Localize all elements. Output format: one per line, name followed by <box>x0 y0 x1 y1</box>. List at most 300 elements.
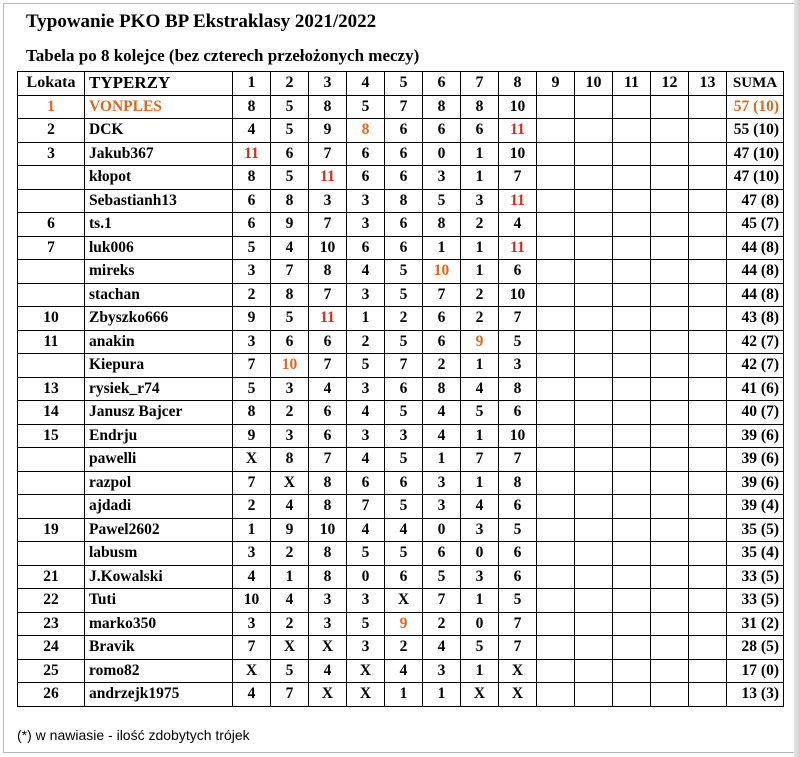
round-score-cell: 1 <box>423 683 461 707</box>
round-score-cell <box>613 612 651 636</box>
round-score-cell: 1 <box>461 424 499 448</box>
round-score-cell: 3 <box>271 424 309 448</box>
round-score-cell: 4 <box>309 377 347 401</box>
round-score-cell: 6 <box>385 213 423 237</box>
round-score-cell <box>537 518 575 542</box>
round-score-cell <box>651 424 689 448</box>
round-score-cell: 6 <box>271 330 309 354</box>
round-score-cell: 3 <box>347 589 385 613</box>
round-score-cell <box>537 330 575 354</box>
round-score-cell: X <box>347 683 385 707</box>
player-name-cell: Zbyszko666 <box>85 307 233 331</box>
round-score-cell <box>613 142 651 166</box>
round-score-cell: 3 <box>385 424 423 448</box>
round-score-cell <box>689 683 727 707</box>
round-score-cell: 2 <box>461 307 499 331</box>
table-row <box>18 189 784 213</box>
total-score-cell: 41 (6) <box>727 377 784 401</box>
player-name-cell: Kiepura <box>85 354 233 378</box>
header-round-8: 8 <box>499 72 537 96</box>
round-score-cell <box>537 354 575 378</box>
round-score-cell: 6 <box>461 119 499 143</box>
round-score-cell: 7 <box>423 283 461 307</box>
round-score-cell <box>651 542 689 566</box>
player-name-cell: pawelli <box>85 448 233 472</box>
round-score-cell <box>537 166 575 190</box>
round-score-cell: 4 <box>385 659 423 683</box>
round-score-cell <box>537 542 575 566</box>
rank-cell <box>18 448 85 472</box>
round-score-cell: 2 <box>461 283 499 307</box>
round-score-cell: 3 <box>461 518 499 542</box>
rank-cell: 2 <box>18 119 85 143</box>
round-score-cell <box>651 471 689 495</box>
round-score-cell: 5 <box>271 119 309 143</box>
rank-cell: 19 <box>18 518 85 542</box>
round-score-cell <box>537 659 575 683</box>
round-score-cell: 5 <box>271 307 309 331</box>
round-score-cell: 4 <box>271 495 309 519</box>
total-score-cell: 57 (10) <box>727 95 784 119</box>
table-row <box>18 260 784 284</box>
round-score-cell <box>613 401 651 425</box>
round-score-cell <box>651 330 689 354</box>
header-round-6: 6 <box>423 72 461 96</box>
table-row <box>18 236 784 260</box>
round-score-cell: 1 <box>461 236 499 260</box>
round-score-cell: 1 <box>423 448 461 472</box>
round-score-cell: 9 <box>461 330 499 354</box>
table-header-row <box>18 72 784 96</box>
round-score-cell <box>537 307 575 331</box>
round-score-cell: 10 <box>499 424 537 448</box>
round-score-cell <box>575 260 613 284</box>
round-score-cell: 8 <box>423 213 461 237</box>
round-score-cell: 8 <box>499 377 537 401</box>
player-name-cell: Janusz Bajcer <box>85 401 233 425</box>
round-score-cell <box>613 589 651 613</box>
round-score-cell <box>537 495 575 519</box>
player-name-cell: romo82 <box>85 659 233 683</box>
round-score-cell: 7 <box>309 142 347 166</box>
round-score-cell: 8 <box>309 542 347 566</box>
player-name-cell: luk006 <box>85 236 233 260</box>
round-score-cell <box>651 448 689 472</box>
total-score-cell: 35 (4) <box>727 542 784 566</box>
round-score-cell: 1 <box>461 589 499 613</box>
round-score-cell: 0 <box>423 142 461 166</box>
round-score-cell: 3 <box>347 424 385 448</box>
player-name-cell: stachan <box>85 283 233 307</box>
round-score-cell <box>575 401 613 425</box>
round-score-cell: 5 <box>271 659 309 683</box>
round-score-cell <box>537 236 575 260</box>
round-score-cell: 4 <box>385 518 423 542</box>
round-score-cell <box>651 189 689 213</box>
round-score-cell <box>575 565 613 589</box>
round-score-cell: 6 <box>385 377 423 401</box>
round-score-cell: 5 <box>233 377 271 401</box>
round-score-cell: 7 <box>309 213 347 237</box>
round-score-cell <box>613 518 651 542</box>
round-score-cell <box>651 565 689 589</box>
round-score-cell <box>689 260 727 284</box>
header-round-11: 11 <box>613 72 651 96</box>
round-score-cell <box>651 95 689 119</box>
round-score-cell <box>575 636 613 660</box>
round-score-cell: 5 <box>499 589 537 613</box>
round-score-cell <box>537 471 575 495</box>
round-score-cell <box>613 495 651 519</box>
round-score-cell: 8 <box>461 95 499 119</box>
round-score-cell: 1 <box>271 565 309 589</box>
round-score-cell: 7 <box>499 448 537 472</box>
round-score-cell <box>575 236 613 260</box>
round-score-cell <box>575 471 613 495</box>
round-score-cell: 6 <box>423 330 461 354</box>
round-score-cell: 5 <box>423 565 461 589</box>
round-score-cell <box>537 283 575 307</box>
round-score-cell: 8 <box>309 260 347 284</box>
rank-cell: 13 <box>18 377 85 401</box>
round-score-cell <box>651 213 689 237</box>
round-score-cell: 2 <box>385 307 423 331</box>
round-score-cell <box>575 189 613 213</box>
round-score-cell: 6 <box>385 236 423 260</box>
total-score-cell: 43 (8) <box>727 307 784 331</box>
round-score-cell: 3 <box>347 189 385 213</box>
page-title: Typowanie PKO BP Ekstraklasy 2021/2022 <box>26 11 377 32</box>
round-score-cell: 2 <box>271 612 309 636</box>
round-score-cell: 3 <box>233 542 271 566</box>
round-score-cell: 9 <box>385 612 423 636</box>
round-score-cell <box>651 401 689 425</box>
table-row <box>18 377 784 401</box>
header-round-4: 4 <box>347 72 385 96</box>
footnote: (*) w nawiasie - ilość zdobytych trójek <box>17 727 250 743</box>
rank-cell: 11 <box>18 330 85 354</box>
round-score-cell: X <box>385 589 423 613</box>
round-score-cell <box>689 518 727 542</box>
round-score-cell: 2 <box>461 213 499 237</box>
round-score-cell <box>651 307 689 331</box>
round-score-cell <box>575 142 613 166</box>
round-score-cell: X <box>309 683 347 707</box>
round-score-cell: 7 <box>385 354 423 378</box>
round-score-cell: 4 <box>423 401 461 425</box>
round-score-cell: 5 <box>347 542 385 566</box>
round-score-cell <box>613 189 651 213</box>
round-score-cell: 5 <box>461 401 499 425</box>
round-score-cell <box>613 377 651 401</box>
table-row <box>18 95 784 119</box>
round-score-cell: 3 <box>309 189 347 213</box>
round-score-cell <box>537 119 575 143</box>
round-score-cell <box>689 612 727 636</box>
round-score-cell <box>575 589 613 613</box>
round-score-cell: 3 <box>347 636 385 660</box>
table-row <box>18 659 784 683</box>
header-suma: SUMA <box>727 72 784 96</box>
round-score-cell: 5 <box>423 189 461 213</box>
round-score-cell: 10 <box>499 142 537 166</box>
player-name-cell: andrzejk1975 <box>85 683 233 707</box>
header-typerzy: TYPERZY <box>85 72 233 96</box>
table-row <box>18 589 784 613</box>
round-score-cell <box>689 401 727 425</box>
round-score-cell: 8 <box>499 471 537 495</box>
round-score-cell: 1 <box>423 236 461 260</box>
round-score-cell: 7 <box>309 448 347 472</box>
round-score-cell: 3 <box>423 659 461 683</box>
round-score-cell <box>613 166 651 190</box>
round-score-cell: 7 <box>233 354 271 378</box>
round-score-cell <box>689 95 727 119</box>
round-score-cell: 6 <box>423 307 461 331</box>
round-score-cell: 1 <box>461 471 499 495</box>
round-score-cell: 1 <box>461 659 499 683</box>
round-score-cell: 5 <box>499 518 537 542</box>
round-score-cell: X <box>233 659 271 683</box>
round-score-cell: 2 <box>385 636 423 660</box>
round-score-cell: 0 <box>461 542 499 566</box>
round-score-cell: 3 <box>423 166 461 190</box>
round-score-cell: 4 <box>423 424 461 448</box>
round-score-cell <box>537 189 575 213</box>
round-score-cell: 5 <box>385 260 423 284</box>
round-score-cell <box>613 307 651 331</box>
round-score-cell: 9 <box>309 119 347 143</box>
round-score-cell: 5 <box>385 542 423 566</box>
round-score-cell <box>575 307 613 331</box>
round-score-cell: 5 <box>271 95 309 119</box>
rank-cell <box>18 354 85 378</box>
round-score-cell: 3 <box>233 612 271 636</box>
round-score-cell <box>575 166 613 190</box>
table-row <box>18 142 784 166</box>
round-score-cell <box>613 424 651 448</box>
round-score-cell <box>613 542 651 566</box>
round-score-cell: 9 <box>233 424 271 448</box>
round-score-cell: 11 <box>233 142 271 166</box>
round-score-cell: 6 <box>271 142 309 166</box>
round-score-cell: 2 <box>271 401 309 425</box>
total-score-cell: 39 (6) <box>727 424 784 448</box>
round-score-cell <box>689 589 727 613</box>
player-name-cell: ajdadi <box>85 495 233 519</box>
round-score-cell <box>575 377 613 401</box>
total-score-cell: 47 (10) <box>727 142 784 166</box>
round-score-cell: 2 <box>233 495 271 519</box>
round-score-cell: 6 <box>347 166 385 190</box>
round-score-cell <box>689 542 727 566</box>
round-score-cell <box>537 260 575 284</box>
round-score-cell: 7 <box>271 683 309 707</box>
total-score-cell: 13 (3) <box>727 683 784 707</box>
round-score-cell: 5 <box>499 330 537 354</box>
round-score-cell <box>689 424 727 448</box>
round-score-cell: 5 <box>385 448 423 472</box>
round-score-cell: 11 <box>499 189 537 213</box>
round-score-cell <box>689 471 727 495</box>
player-name-cell: kłopot <box>85 166 233 190</box>
round-score-cell <box>613 330 651 354</box>
rank-cell: 22 <box>18 589 85 613</box>
round-score-cell <box>651 659 689 683</box>
round-score-cell <box>575 95 613 119</box>
round-score-cell: 5 <box>271 166 309 190</box>
round-score-cell <box>689 119 727 143</box>
round-score-cell <box>613 260 651 284</box>
round-score-cell: 8 <box>271 448 309 472</box>
player-name-cell: Bravik <box>85 636 233 660</box>
round-score-cell <box>537 683 575 707</box>
rank-cell: 6 <box>18 213 85 237</box>
round-score-cell: 7 <box>385 95 423 119</box>
rank-cell: 15 <box>18 424 85 448</box>
round-score-cell: 7 <box>309 354 347 378</box>
header-round-5: 5 <box>385 72 423 96</box>
total-score-cell: 39 (6) <box>727 448 784 472</box>
round-score-cell <box>575 495 613 519</box>
header-round-9: 9 <box>537 72 575 96</box>
round-score-cell: X <box>271 471 309 495</box>
player-name-cell: VONPLES <box>85 95 233 119</box>
header-round-1: 1 <box>233 72 271 96</box>
total-score-cell: 33 (5) <box>727 565 784 589</box>
round-score-cell <box>613 354 651 378</box>
round-score-cell: 10 <box>233 589 271 613</box>
round-score-cell: 8 <box>309 471 347 495</box>
rank-cell: 14 <box>18 401 85 425</box>
round-score-cell <box>575 612 613 636</box>
round-score-cell <box>689 236 727 260</box>
header-round-10: 10 <box>575 72 613 96</box>
round-score-cell <box>575 683 613 707</box>
round-score-cell <box>689 495 727 519</box>
round-score-cell: X <box>347 659 385 683</box>
round-score-cell <box>613 448 651 472</box>
round-score-cell <box>613 119 651 143</box>
round-score-cell <box>689 142 727 166</box>
round-score-cell: 7 <box>233 471 271 495</box>
rank-cell <box>18 189 85 213</box>
round-score-cell: 2 <box>423 612 461 636</box>
round-score-cell: 8 <box>309 495 347 519</box>
round-score-cell: 10 <box>309 518 347 542</box>
rank-cell: 25 <box>18 659 85 683</box>
player-name-cell: anakin <box>85 330 233 354</box>
round-score-cell <box>575 119 613 143</box>
rank-cell <box>18 166 85 190</box>
round-score-cell <box>651 119 689 143</box>
round-score-cell <box>689 166 727 190</box>
player-name-cell: J.Kowalski <box>85 565 233 589</box>
round-score-cell <box>689 565 727 589</box>
round-score-cell: 7 <box>461 448 499 472</box>
total-score-cell: 44 (8) <box>727 236 784 260</box>
round-score-cell <box>613 659 651 683</box>
table-row <box>18 283 784 307</box>
round-score-cell <box>613 636 651 660</box>
round-score-cell <box>613 95 651 119</box>
round-score-cell: 10 <box>499 283 537 307</box>
round-score-cell <box>575 518 613 542</box>
total-score-cell: 47 (10) <box>727 166 784 190</box>
round-score-cell: 4 <box>347 401 385 425</box>
round-score-cell: 1 <box>461 260 499 284</box>
round-score-cell: 3 <box>423 495 461 519</box>
total-score-cell: 42 (7) <box>727 354 784 378</box>
round-score-cell: 6 <box>385 565 423 589</box>
round-score-cell: 1 <box>233 518 271 542</box>
round-score-cell: 1 <box>385 683 423 707</box>
round-score-cell: 3 <box>309 612 347 636</box>
round-score-cell <box>575 448 613 472</box>
rank-cell <box>18 542 85 566</box>
rank-cell: 23 <box>18 612 85 636</box>
rank-cell <box>18 283 85 307</box>
player-name-cell: razpol <box>85 471 233 495</box>
round-score-cell: 7 <box>499 612 537 636</box>
player-name-cell: rysiek_r74 <box>85 377 233 401</box>
round-score-cell: 3 <box>461 565 499 589</box>
round-score-cell <box>537 612 575 636</box>
rank-cell <box>18 471 85 495</box>
table-row <box>18 612 784 636</box>
header-round-13: 13 <box>689 72 727 96</box>
round-score-cell: 8 <box>309 565 347 589</box>
round-score-cell: 6 <box>499 565 537 589</box>
round-score-cell: 4 <box>271 236 309 260</box>
round-score-cell: 9 <box>271 213 309 237</box>
table-row <box>18 424 784 448</box>
round-score-cell: 8 <box>271 283 309 307</box>
rank-cell: 24 <box>18 636 85 660</box>
round-score-cell: 6 <box>347 142 385 166</box>
round-score-cell: 5 <box>347 354 385 378</box>
round-score-cell <box>651 495 689 519</box>
round-score-cell: 7 <box>271 260 309 284</box>
rank-cell: 21 <box>18 565 85 589</box>
total-score-cell: 47 (8) <box>727 189 784 213</box>
round-score-cell: 5 <box>385 283 423 307</box>
round-score-cell <box>575 330 613 354</box>
round-score-cell: 11 <box>309 166 347 190</box>
round-score-cell: 6 <box>499 542 537 566</box>
round-score-cell <box>651 236 689 260</box>
round-score-cell: 3 <box>233 330 271 354</box>
table-row <box>18 518 784 542</box>
player-name-cell: Sebastianh13 <box>85 189 233 213</box>
rank-cell: 10 <box>18 307 85 331</box>
round-score-cell: 6 <box>385 166 423 190</box>
round-score-cell: 0 <box>423 518 461 542</box>
round-score-cell: 6 <box>347 471 385 495</box>
round-score-cell: 4 <box>233 683 271 707</box>
round-score-cell <box>651 589 689 613</box>
round-score-cell: 5 <box>385 495 423 519</box>
round-score-cell: 11 <box>309 307 347 331</box>
player-name-cell: DCK <box>85 119 233 143</box>
player-name-cell: Jakub367 <box>85 142 233 166</box>
round-score-cell: 8 <box>423 377 461 401</box>
round-score-cell: 5 <box>347 95 385 119</box>
round-score-cell <box>537 424 575 448</box>
round-score-cell: 6 <box>385 119 423 143</box>
round-score-cell: 8 <box>233 401 271 425</box>
round-score-cell: 1 <box>461 166 499 190</box>
